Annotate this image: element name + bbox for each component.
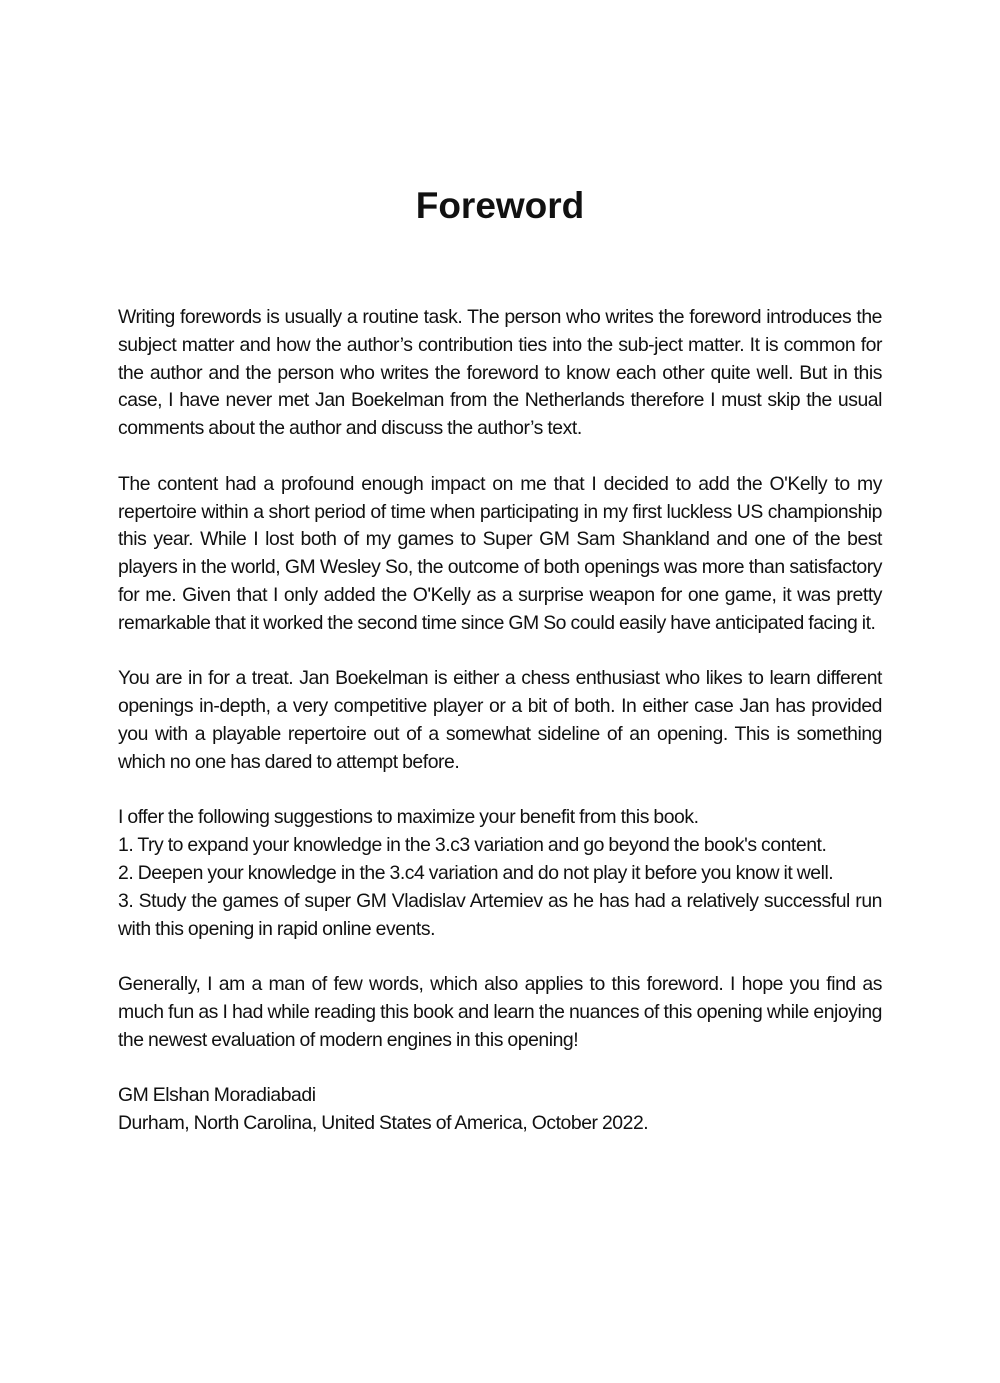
foreword-body [118,304,882,1166]
paragraph-2: The content had a profound enough impact on me that I decided to add the O'Kelly to my repertoire within a short period of time when participating in my first luckless US championship this year. While I lost both of my games to Super GM Sam Shankland and one of the best players in the world, GM Wesley So, the outcome of both openings was more than satisfactory for me. Given that I only added the O'Kelly as a surprise weapon for one game, it was pretty remarkable that it worked the second time since GM So could easily have anticipated facing it. [118,472,882,634]
suggestion-item-1: 1. Try to expand your knowledge in the 3.c3 variation and go beyond the book's content. [118,834,827,857]
suggestions-intro: I offer the following suggestions to maximize your benefit from this book. [118,806,699,829]
signature-place-date: Durham, North Carolina, United States of America, October 2022. [118,1112,649,1135]
signature-name: GM Elshan Moradiabadi [118,1084,316,1107]
suggestions-block [118,804,882,943]
suggestion-item-3: 3. Study the games of super GM Vladislav Artemiev as he has had a relatively successful run with this opening in rapid online events. [118,889,882,940]
paragraph-1: Writing forewords is usually a routine task. The person who writes the foreword introduces the subject matter and how the author’s contribution ties into the sub-ject matter. It is common for the author and the person who writes the foreword to know each other quite well. But in this case, I have never met Jan Boekelman from the Netherlands therefore I must skip the usual comments about the author and discuss the author’s text. [118,306,882,440]
paragraph-3: You are in for a treat. Jan Boekelman is either a chess enthusiast who likes to learn different openings in-depth, a very competitive player or a bit of both. In either case Jan has provided you with a playable repertoire out of a somewhat sideline of an opening. This is something which no one has dared to attempt before. [118,667,882,773]
page-title: Foreword [415,185,585,226]
suggestion-item-2: 2. Deepen your knowledge in the 3.c4 variation and do not play it before you know it well. [118,861,834,884]
closing-paragraph: Generally, I am a man of few words, which also applies to this foreword. I hope you find as much fun as I had while reading this book and learn the nuances of this opening while enjoying the newest evaluation of modern engines in this opening! [118,973,882,1051]
signature-block [118,1082,882,1138]
